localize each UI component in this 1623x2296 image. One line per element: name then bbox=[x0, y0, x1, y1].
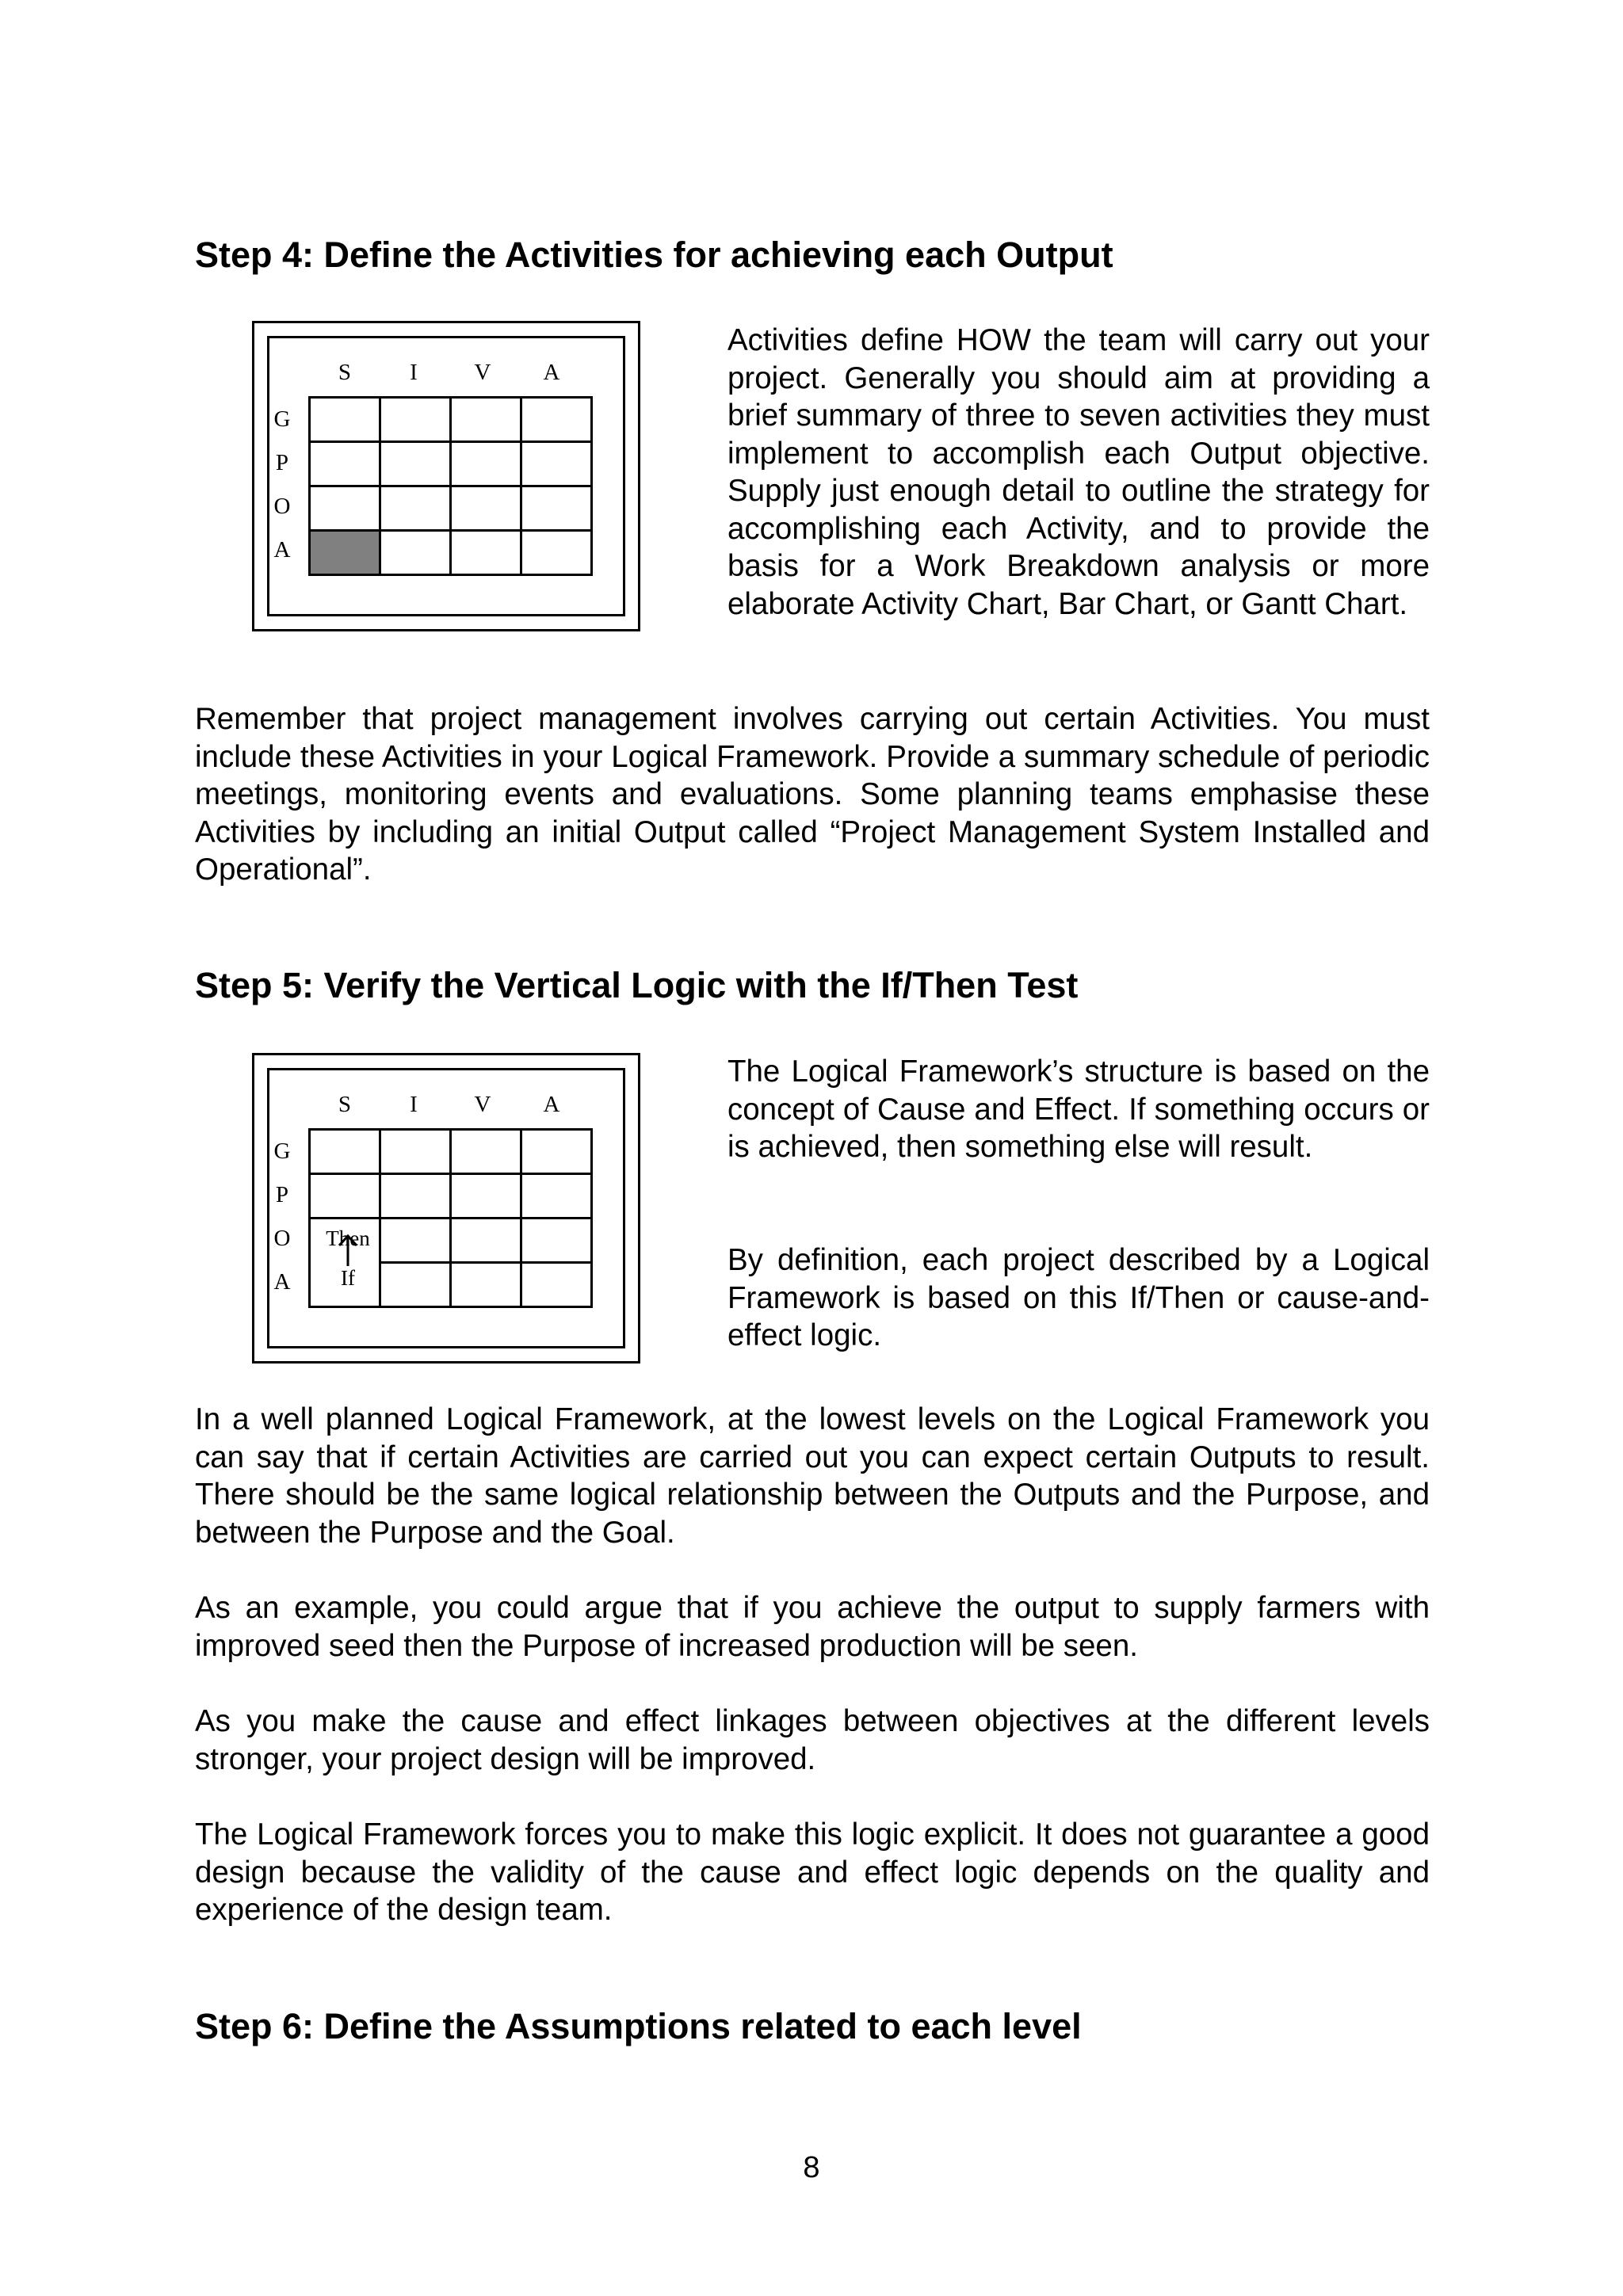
grid-cell bbox=[310, 1130, 380, 1174]
highlighted-activity-cell bbox=[310, 531, 380, 575]
grid-row-purpose bbox=[310, 442, 592, 486]
grid-cell bbox=[521, 486, 592, 531]
grid-cell bbox=[521, 398, 592, 442]
col-label-a: A bbox=[543, 1092, 560, 1117]
step4-heading: Step 4: Define the Activities for achieving each Output bbox=[195, 235, 1113, 275]
grid-cell bbox=[380, 1263, 451, 1307]
if-label: If bbox=[341, 1266, 355, 1290]
grid-row-output bbox=[310, 486, 592, 531]
grid-cell bbox=[451, 398, 521, 442]
grid-row-activity bbox=[310, 531, 592, 575]
row-label-g: G bbox=[273, 1138, 291, 1164]
step5-paragraph-1: In a well planned Logical Framework, at the lowest levels on the Logical Framework you can say that if certain Activities are carried out you can expect certain Outputs to result. There should be the same logical relationship between the Outputs and the Purpose, and between the Purpose and the Goal. bbox=[195, 1402, 1430, 1550]
grid-cell bbox=[380, 1219, 451, 1263]
grid-cell bbox=[380, 486, 451, 531]
row-label-p: P bbox=[275, 1182, 289, 1207]
grid-cell bbox=[451, 531, 521, 575]
grid-cell bbox=[451, 1263, 521, 1307]
step5-heading: Step 5: Verify the Vertical Logic with the If/Then Test bbox=[195, 965, 1079, 1005]
step4-logframe-figure bbox=[252, 321, 640, 631]
col-label-a: A bbox=[543, 360, 560, 385]
row-label-g: G bbox=[273, 406, 291, 432]
grid-cell bbox=[521, 531, 592, 575]
step6-heading: Step 6: Define the Assumptions related to each level bbox=[195, 2006, 1082, 2046]
col-label-s: S bbox=[338, 360, 352, 385]
grid-row-goal bbox=[310, 1130, 592, 1174]
row-label-a: A bbox=[273, 537, 291, 563]
step5-paragraph-4: The Logical Framework forces you to make this logic explicit. It does not guarantee a good design because the validity of the cause and effect logic depends on the quality and experience of the design team. bbox=[195, 1817, 1430, 1927]
grid-cell bbox=[380, 531, 451, 575]
grid-row-purpose bbox=[310, 1174, 592, 1219]
step5-paragraph-2: As an example, you could argue that if you achieve the output to supply farmers with improved seed then the Purpose of increased production will be seen. bbox=[195, 1591, 1430, 1663]
grid-cell bbox=[380, 1174, 451, 1219]
row-label-p: P bbox=[275, 450, 289, 475]
grid-cell bbox=[451, 1219, 521, 1263]
grid-cell bbox=[521, 1130, 592, 1174]
col-label-i: I bbox=[410, 1092, 418, 1117]
col-label-v: V bbox=[474, 360, 491, 385]
col-label-v: V bbox=[474, 1092, 491, 1117]
grid-cell bbox=[521, 1263, 592, 1307]
grid-cell bbox=[310, 1174, 380, 1219]
col-label-s: S bbox=[338, 1092, 352, 1117]
step5-side-text-1: The Logical Framework’s structure is based on the concept of Cause and Effect. If something occurs or is achieved, then something else will result. bbox=[727, 1055, 1430, 1164]
step5-paragraph-3: As you make the cause and effect linkages between objectives at the different levels stronger, your project design will be improved. bbox=[195, 1704, 1430, 1776]
grid-cell bbox=[310, 442, 380, 486]
grid-cell bbox=[380, 442, 451, 486]
logframe-grid bbox=[308, 396, 593, 576]
grid-cell bbox=[451, 486, 521, 531]
grid-cell bbox=[521, 1219, 592, 1263]
grid-cell bbox=[310, 398, 380, 442]
step5-side-text-2: By definition, each project described by a Logical Framework is based on this If/Then or cause-and-effect logic. bbox=[727, 1243, 1430, 1352]
grid-cell bbox=[451, 442, 521, 486]
step5-logframe-figure bbox=[252, 1053, 640, 1363]
row-label-a: A bbox=[273, 1269, 291, 1295]
col-label-i: I bbox=[410, 360, 418, 385]
grid-cell bbox=[380, 398, 451, 442]
row-label-o: O bbox=[273, 494, 291, 519]
grid-cell bbox=[521, 1174, 592, 1219]
grid-cell bbox=[451, 1130, 521, 1174]
row-label-o: O bbox=[273, 1226, 291, 1251]
grid-cell bbox=[521, 442, 592, 486]
page-number: 8 bbox=[803, 2151, 820, 2184]
step4-side-text: Activities define HOW the team will carry out your project. Generally you should aim at providing a brief summary of three to seven activities they must implement to accomplish each Output objective. Supply just enough detail to outline the strategy for accomplishing each Activity, and to provide the basis for a Work Breakdown analysis or more elaborate Activity Chart, Bar Chart, or Gantt Chart. bbox=[727, 323, 1430, 621]
grid-cell bbox=[310, 486, 380, 531]
grid-cell bbox=[380, 1130, 451, 1174]
step4-paragraph: Remember that project management involves carrying out certain Activities. You must include these Activities in your Logical Framework. Provide a summary schedule of periodic meetings, monitoring events and evaluations. Some planning teams emphasise these Activities by including an initial Output called “Project Management System Installed and Operational”. bbox=[195, 702, 1430, 887]
up-arrow-icon bbox=[334, 1233, 362, 1268]
grid-row-goal bbox=[310, 398, 592, 442]
grid-cell bbox=[451, 1174, 521, 1219]
then-label: Then bbox=[326, 1226, 370, 1250]
